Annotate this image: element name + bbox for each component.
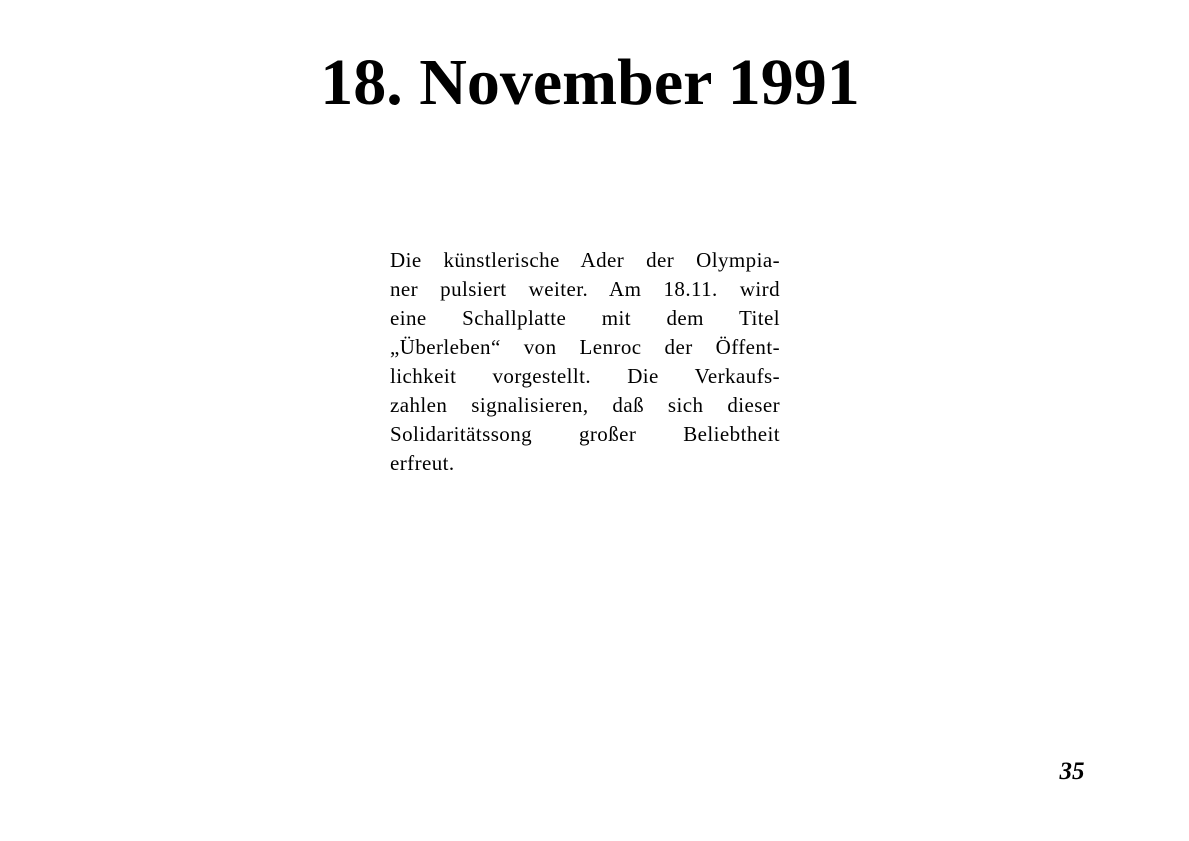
article-line: Solidaritätssong großer Beliebtheit	[390, 422, 780, 446]
article-line: eine Schallplatte mit dem Titel	[390, 306, 780, 330]
article-line: ner pulsiert weiter. Am 18.11. wird	[390, 277, 780, 301]
article-paragraph	[390, 246, 780, 478]
article-line: „Überleben“ von Lenroc der Öffent-	[390, 335, 780, 359]
article-line: Die künstlerische Ader der Olympia-	[390, 248, 780, 272]
article-line: erfreut.	[390, 451, 455, 475]
page-title: 18. November 1991	[320, 46, 860, 119]
article-line: lichkeit vorgestellt. Die Verkaufs-	[390, 364, 780, 388]
article-line: zahlen signalisieren, daß sich dieser	[390, 393, 780, 417]
page-number: 35	[1059, 758, 1085, 785]
